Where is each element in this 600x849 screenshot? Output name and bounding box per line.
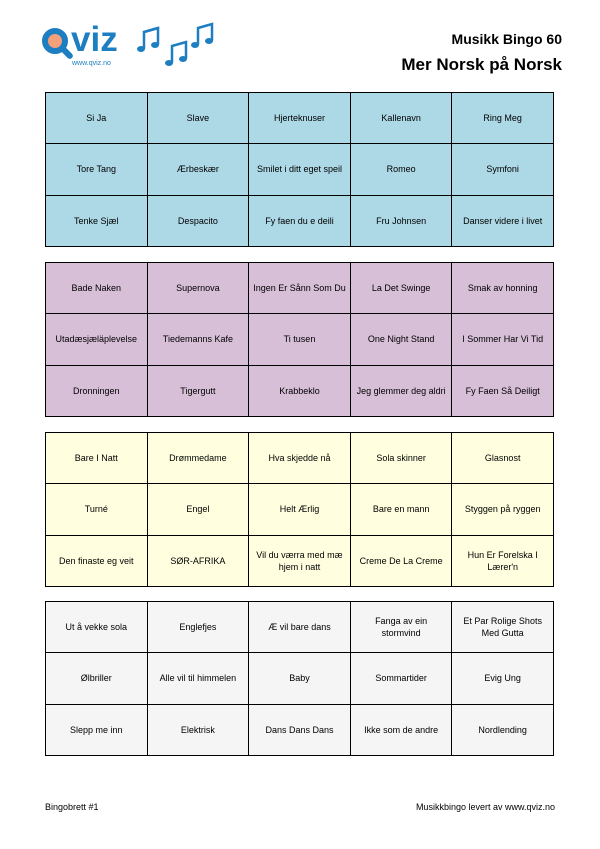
- bingo-cell: I Sommer Har Vi Tid: [452, 314, 554, 365]
- bingo-cell: Bade Naken: [46, 263, 148, 314]
- bingo-cell: Engel: [148, 484, 250, 535]
- bingo-cell: Bare en mann: [351, 484, 453, 535]
- bingo-cell: Fy Faen Så Deiligt: [452, 366, 554, 417]
- bingo-cell: Ølbriller: [46, 653, 148, 704]
- bingo-cell: Smilet i ditt eget speil: [249, 144, 351, 195]
- bingo-cell: Smak av honning: [452, 263, 554, 314]
- board-number: Bingobrett #1: [45, 802, 99, 812]
- bingo-cell: Jeg glemmer deg aldri: [351, 366, 453, 417]
- bingo-cell: Ingen Er Sånn Som Du: [249, 263, 351, 314]
- bingo-cell: Den finaste eg veit: [46, 536, 148, 587]
- bingo-cell: Slepp me inn: [46, 705, 148, 756]
- bingo-cell: La Det Swinge: [351, 263, 453, 314]
- logo-url: www.qviz.no: [72, 60, 111, 67]
- bingo-cell: Si Ja: [46, 93, 148, 144]
- bingo-board-3: [45, 432, 554, 587]
- bingo-cell: Elektrisk: [148, 705, 250, 756]
- bingo-cell: Tiedemanns Kafe: [148, 314, 250, 365]
- bingo-cell: Drømmedame: [148, 433, 250, 484]
- bingo-cell: Symfoni: [452, 144, 554, 195]
- bingo-board-1: [45, 92, 554, 247]
- bingo-cell: Styggen på ryggen: [452, 484, 554, 535]
- bingo-cell: Kallenavn: [351, 93, 453, 144]
- bingo-cell: Ring Meg: [452, 93, 554, 144]
- bingo-cell: Æ vil bare dans: [249, 602, 351, 653]
- game-subtitle: Mer Norsk på Norsk: [401, 55, 562, 74]
- bingo-cell: Dans Dans Dans: [249, 705, 351, 756]
- bingo-cell: Hjerteknuser: [249, 93, 351, 144]
- logo-text: viz: [71, 20, 118, 59]
- bingo-cell: Ærbeskær: [148, 144, 250, 195]
- game-title: Musikk Bingo 60: [451, 31, 562, 47]
- bingo-cell: Nordlending: [452, 705, 554, 756]
- bingo-cell: Vil du værra med mæ hjem i natt: [249, 536, 351, 587]
- bingo-cell: Fru Johnsen: [351, 196, 453, 247]
- bingo-cell: Et Par Rolige Shots Med Gutta: [452, 602, 554, 653]
- bingo-cell: Supernova: [148, 263, 250, 314]
- bingo-cell: Ut å vekke sola: [46, 602, 148, 653]
- bingo-board-2: [45, 262, 554, 417]
- bingo-cell: Helt Ærlig: [249, 484, 351, 535]
- provider-credit: Musikkbingo levert av www.qviz.no: [415, 802, 555, 812]
- title-block: [401, 30, 562, 76]
- bingo-cell: Bare I Natt: [46, 433, 148, 484]
- bingo-cell: One Night Stand: [351, 314, 453, 365]
- bingo-cell: Evig Ung: [452, 653, 554, 704]
- bingo-cell: Despacito: [148, 196, 250, 247]
- bingo-cell: Hun Er Forelska I Lærer'n: [452, 536, 554, 587]
- bingo-cell: Ikke som de andre: [351, 705, 453, 756]
- bingo-cell: Fy faen du e deili: [249, 196, 351, 247]
- bingo-cell: Creme De La Creme: [351, 536, 453, 587]
- bingo-cell: Tigergutt: [148, 366, 250, 417]
- bingo-cell: Ti tusen: [249, 314, 351, 365]
- bingo-cell: SØR-AFRIKA: [148, 536, 250, 587]
- bingo-cell: Baby: [249, 653, 351, 704]
- music-notes-icon: [136, 22, 226, 70]
- qviz-logo: [36, 20, 132, 76]
- bingo-cell: Krabbeklo: [249, 366, 351, 417]
- bingo-cell: Dronningen: [46, 366, 148, 417]
- bingo-cell: Utadæsjæläplevelse: [46, 314, 148, 365]
- bingo-cell: Slave: [148, 93, 250, 144]
- bingo-cell: Sola skinner: [351, 433, 453, 484]
- bingo-cell: Sommartider: [351, 653, 453, 704]
- bingo-cell: Englefjes: [148, 602, 250, 653]
- bingo-cell: Fanga av ein stormvind: [351, 602, 453, 653]
- bingo-board-4: [45, 601, 554, 756]
- bingo-cell: Hva skjedde nå: [249, 433, 351, 484]
- bingo-cell: Glasnost: [452, 433, 554, 484]
- bingo-cell: Turné: [46, 484, 148, 535]
- bingo-cell: Alle vil til himmelen: [148, 653, 250, 704]
- bingo-cell: Tore Tang: [46, 144, 148, 195]
- bingo-cell: Danser videre i livet: [452, 196, 554, 247]
- bingo-cell: Romeo: [351, 144, 453, 195]
- bingo-cell: Tenke Sjæl: [46, 196, 148, 247]
